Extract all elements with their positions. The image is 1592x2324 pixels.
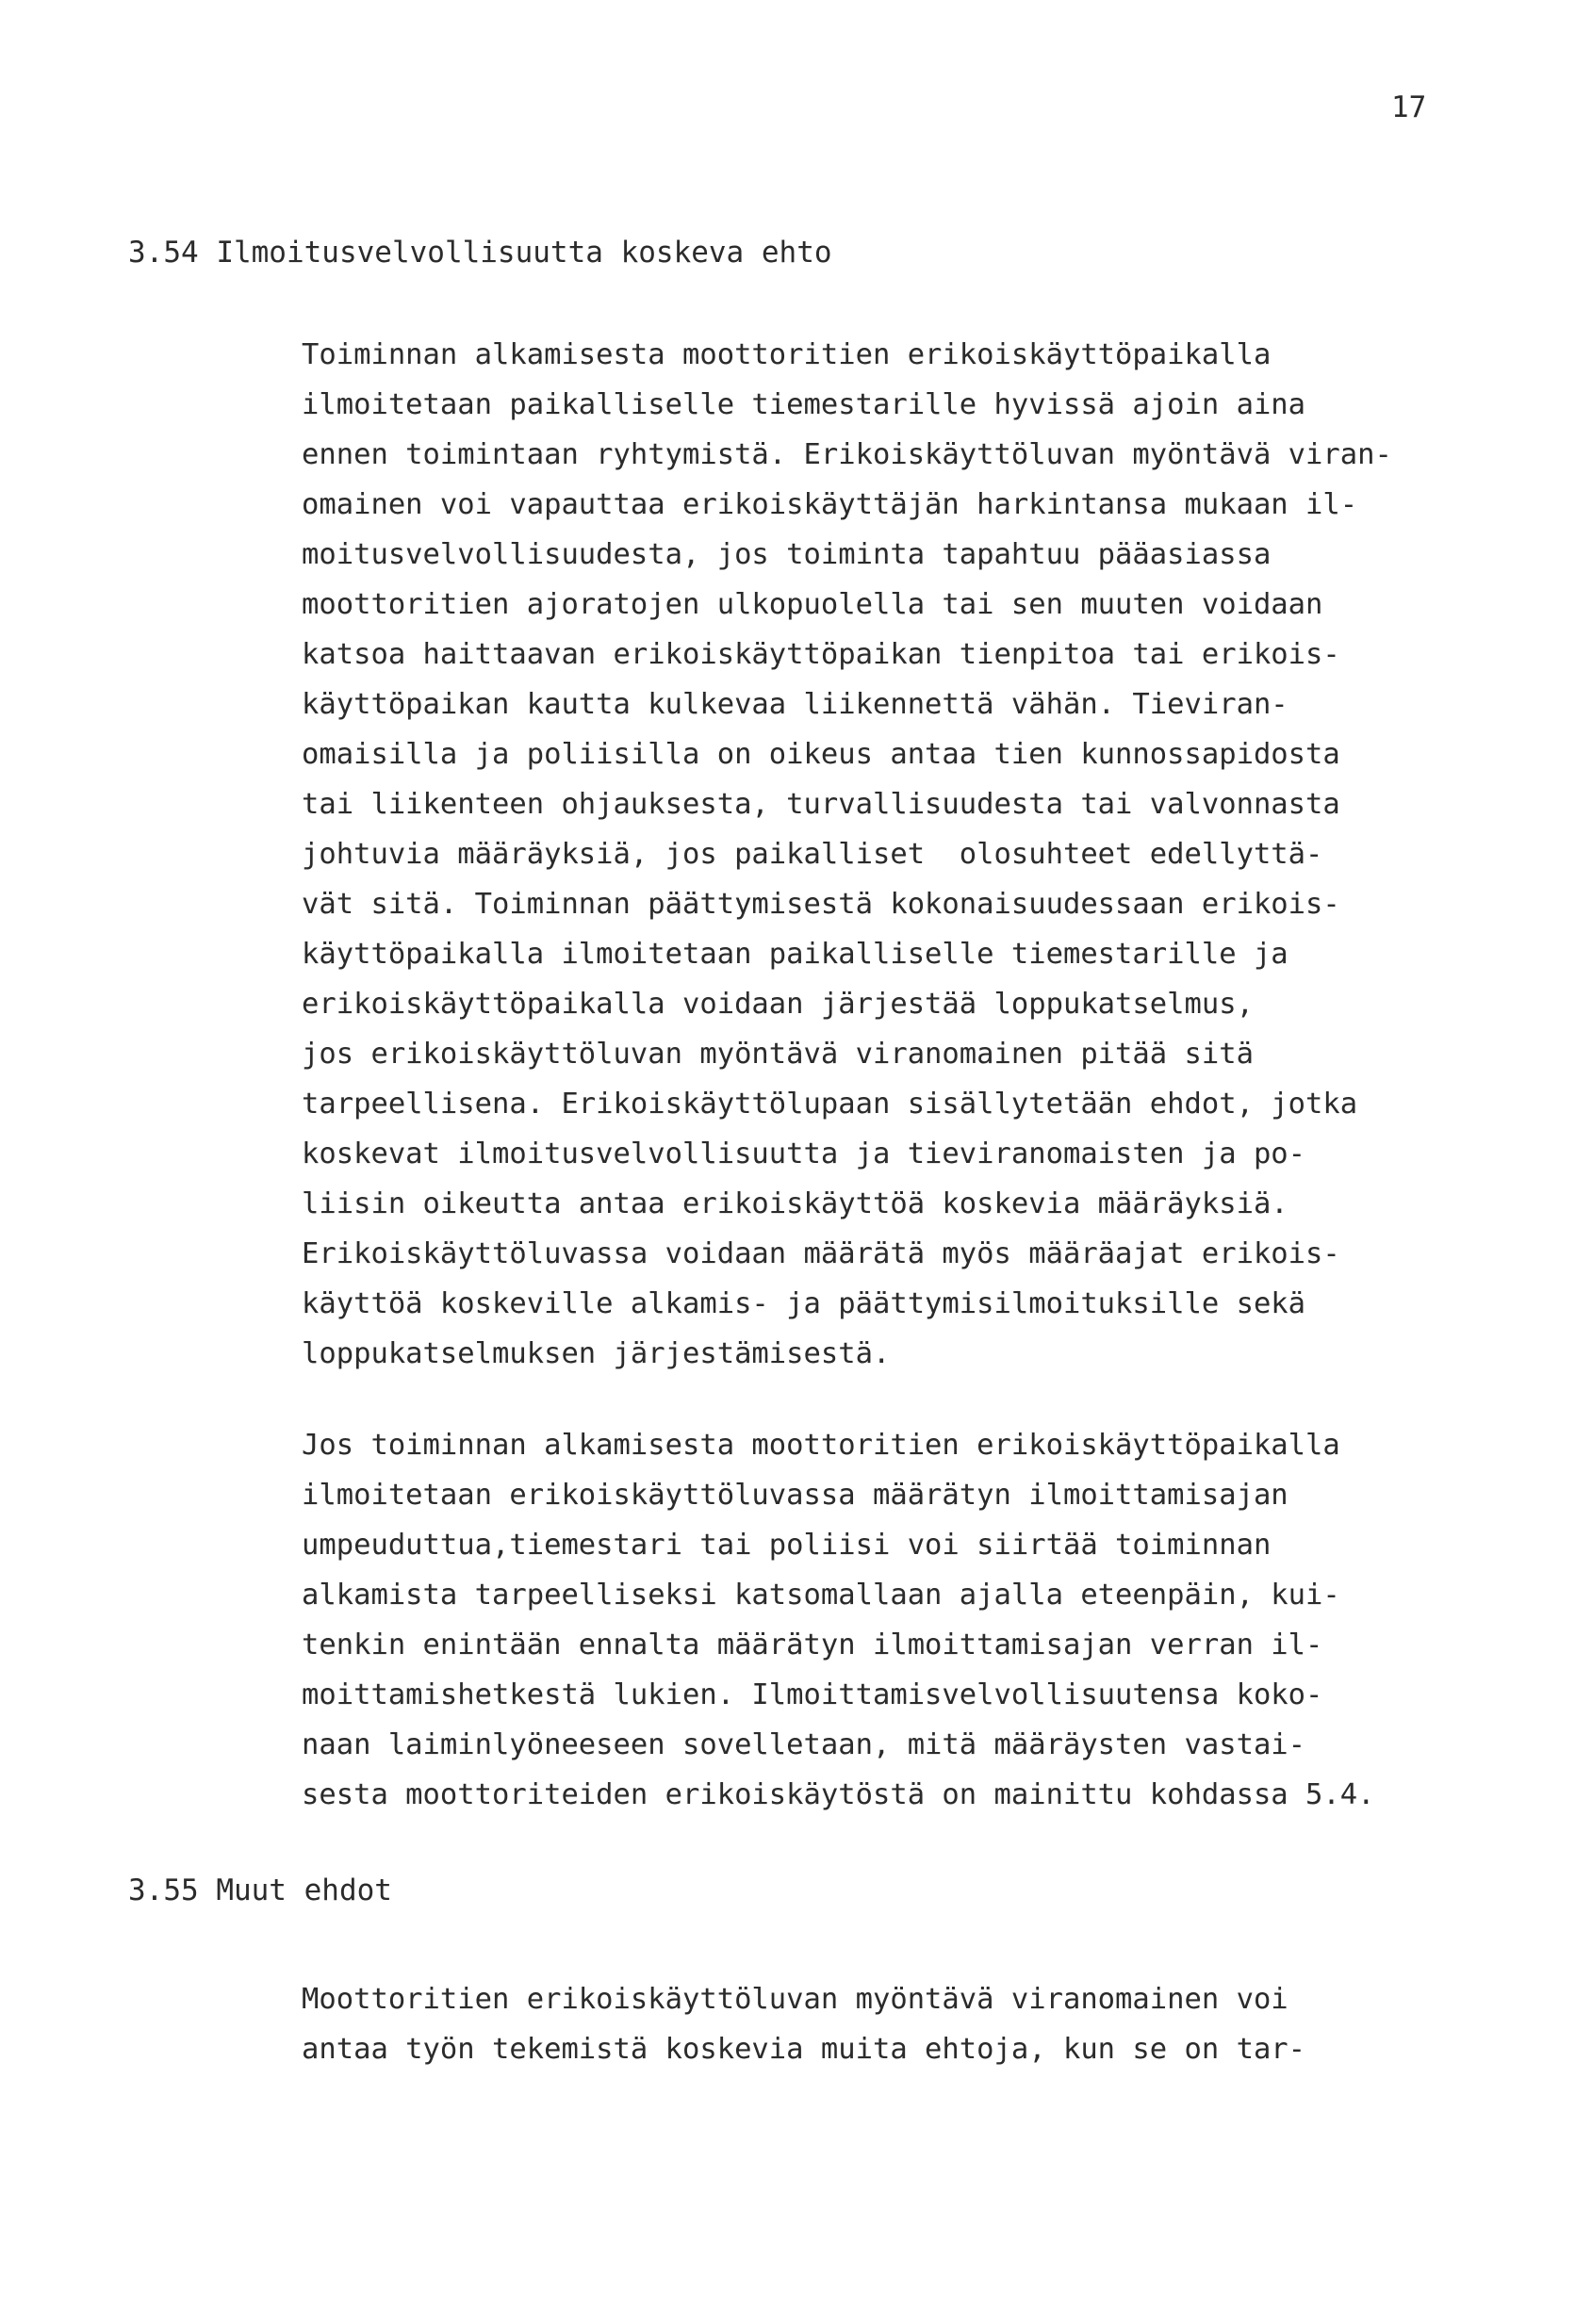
text-line: Moottoritien erikoiskäyttöluvan myöntävä viranomainen voi: [302, 1983, 1288, 2016]
text-line: käyttöpaikalla ilmoitetaan paikalliselle tiemestarille ja: [302, 938, 1288, 971]
text-line: tarpeellisena. Erikoiskäyttölupaan sisällytetään ehdot, jotka: [302, 1088, 1358, 1121]
paragraph-late-notification: [302, 1420, 1584, 1820]
section-heading-3-55: 3.55 Muut ehdot: [128, 1874, 392, 1907]
text-line: Jos toiminnan alkamisesta moottoritien erikoiskäyttöpaikalla: [302, 1429, 1340, 1462]
text-line: koskevat ilmoitusvelvollisuutta ja tieviranomaisten ja po-: [302, 1137, 1306, 1170]
text-line: ennen toimintaan ryhtymistä. Erikoiskäyttöluvan myöntävä viran-: [302, 438, 1392, 471]
text-line: omaisilla ja poliisilla on oikeus antaa tien kunnossapidosta: [302, 738, 1340, 771]
text-line: loppukatselmuksen järjestämisestä.: [302, 1337, 891, 1370]
page-number: 17: [1391, 90, 1427, 124]
text-line: käyttöä koskeville alkamis- ja päättymisilmoituksille sekä: [302, 1287, 1306, 1320]
text-line: antaa työn tekemistä koskevia muita ehtoja, kun se on tar-: [302, 2033, 1306, 2066]
text-line: moitusvelvollisuudesta, jos toiminta tapahtuu pääasiassa: [302, 538, 1272, 571]
text-line: ilmoitetaan erikoiskäyttöluvassa määrätyn ilmoittamisajan: [302, 1479, 1288, 1512]
text-line: johtuvia määräyksiä, jos paikalliset olosuhteet edellyttä-: [302, 838, 1323, 871]
text-line: sesta moottoriteiden erikoiskäytöstä on mainittu kohdassa 5.4.: [302, 1778, 1375, 1811]
paragraph-other-conditions: [302, 1974, 1584, 2074]
text-line: omainen voi vapauttaa erikoiskäyttäjän harkintansa mukaan il-: [302, 488, 1358, 521]
text-line: vät sitä. Toiminnan päättymisestä kokonaisuudessaan erikois-: [302, 888, 1340, 921]
text-line: naan laiminlyöneeseen sovelletaan, mitä määräysten vastai-: [302, 1728, 1306, 1761]
text-line: ilmoitetaan paikalliselle tiemestarille hyvissä ajoin aina: [302, 388, 1306, 421]
text-line: katsoa haittaavan erikoiskäyttöpaikan tienpitoa tai erikois-: [302, 638, 1340, 671]
text-line: tenkin enintään ennalta määrätyn ilmoittamisajan verran il-: [302, 1628, 1323, 1661]
text-line: umpeuduttua,tiemestari tai poliisi voi siirtää toiminnan: [302, 1529, 1272, 1562]
text-line: moottoritien ajoratojen ulkopuolella tai sen muuten voidaan: [302, 588, 1323, 621]
text-line: moittamishetkestä lukien. Ilmoittamisvelvollisuutensa koko-: [302, 1678, 1323, 1711]
text-line: jos erikoiskäyttöluvan myöntävä viranomainen pitää sitä: [302, 1038, 1254, 1071]
text-line: Toiminnan alkamisesta moottoritien erikoiskäyttöpaikalla: [302, 338, 1272, 371]
section-heading-3-54: 3.54 Ilmoitusvelvollisuutta koskeva ehto: [128, 236, 832, 270]
text-line: erikoiskäyttöpaikalla voidaan järjestää loppukatselmus,: [302, 988, 1254, 1021]
text-line: käyttöpaikan kautta kulkevaa liikennettä vähän. Tieviran-: [302, 688, 1288, 721]
paragraph-notification-duty: [302, 330, 1584, 1379]
text-line: alkamista tarpeelliseksi katsomallaan ajalla eteenpäin, kui-: [302, 1579, 1340, 1612]
text-line: tai liikenteen ohjauksesta, turvallisuudesta tai valvonnasta: [302, 788, 1340, 821]
text-line: liisin oikeutta antaa erikoiskäyttöä koskevia määräyksiä.: [302, 1187, 1288, 1220]
text-line: Erikoiskäyttöluvassa voidaan määrätä myös määräajat erikois-: [302, 1237, 1340, 1270]
